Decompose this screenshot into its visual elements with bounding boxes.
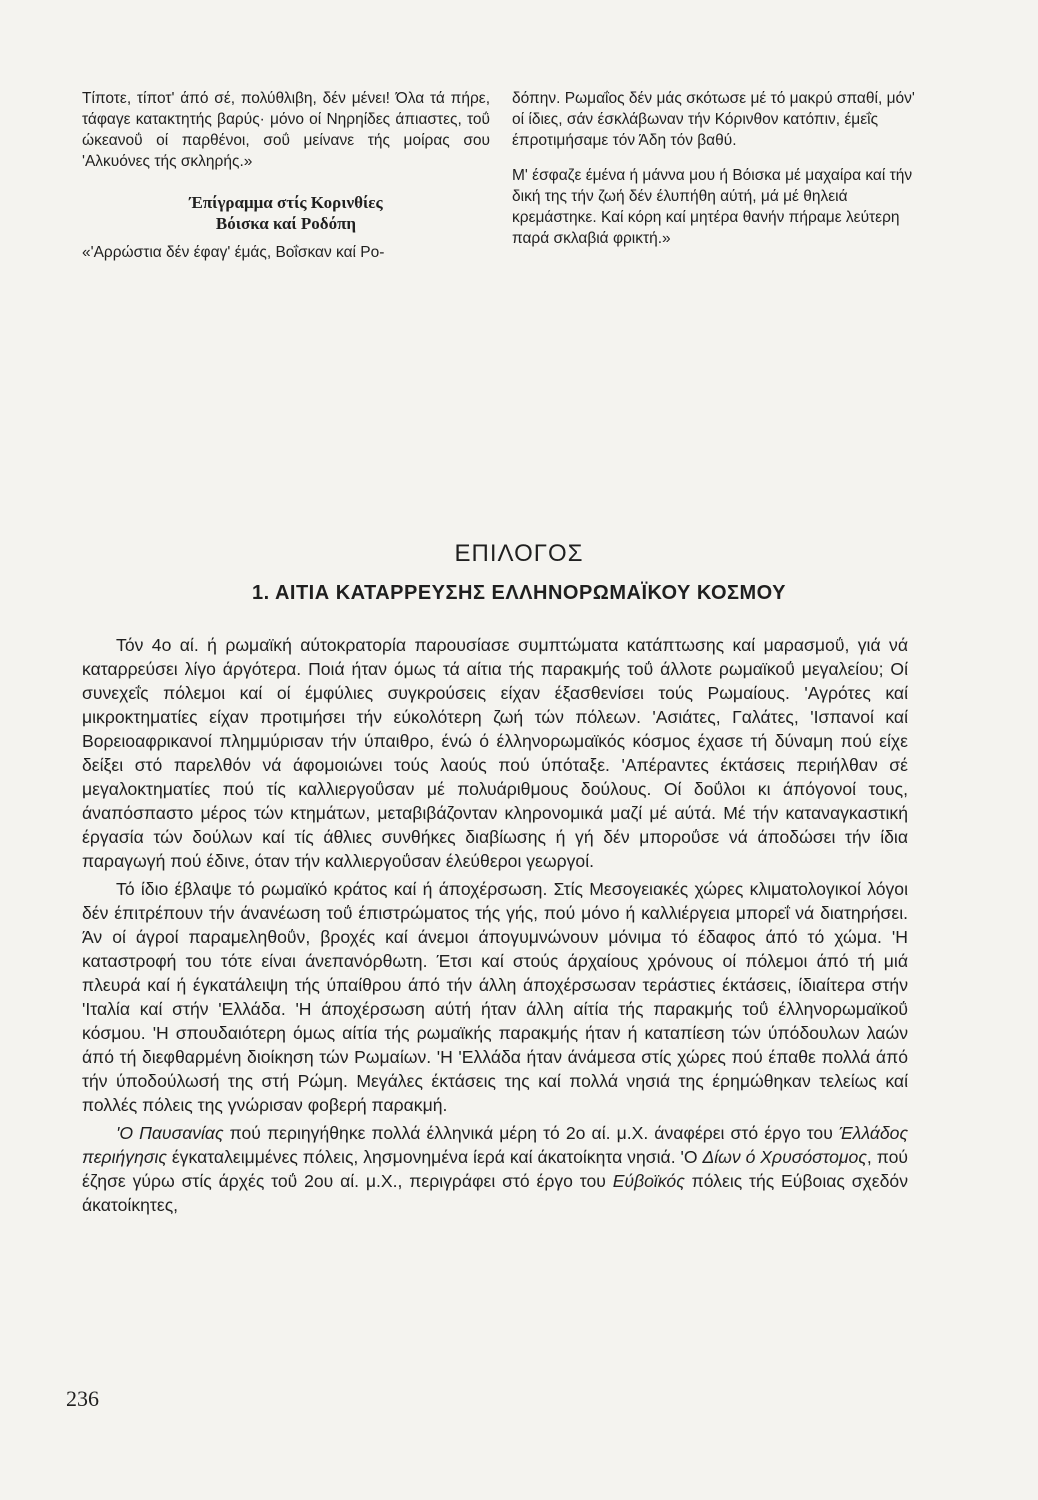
epilogue-body: [82, 633, 908, 1217]
paragraph-3: [82, 1121, 908, 1217]
section-heading: 1. ΑΙΤΙΑ ΚΑΤΑΡΡΕΥΣΗΣ ΕΛΛΗΝΟΡΩΜΑΪΚΟΥ ΚΟΣΜΟΥ: [251, 582, 787, 604]
epigram-stanza-1: δόπην. Ρωμαΐος δέν μάς σκότωσε μέ τό μακρύ σπαθί, μόν' οί ίδιες, σάν έσκλάβωναν τήν Κόρινθον κατόπιν, έμεΐς έπροτιμήσαμε τόν Άδη τόν βαθύ.: [512, 90, 915, 149]
dion-name: Δίων ό Χρυσόστομος: [702, 1147, 867, 1167]
epigram-stanza-2: Μ' έσφαζε έμένα ή μάννα μου ή Βόισκα μέ μαχαίρα καί τήν δική της τήν ζωή δέν έλυπήθη αύτή, μά μέ θηλειά κρεμάστηκε. Καί κόρη καί μητέρα θανήν πήραμε λεύτερη παρά σκλαβιά φρικτή.»: [512, 167, 913, 247]
paragraph-3-part-h: πόλεις τής Εύβοιας σχεδόν άκατοίκητες,: [82, 1171, 909, 1215]
epigram-title-line-1: Έπίγραμμα στίς Κορινθίες: [189, 193, 383, 212]
right-poem-column: [512, 88, 922, 249]
pausanias-name: 'Ο Παυσανίας: [116, 1123, 224, 1143]
epilogue-heading: ΕΠΙΛΟΓΟΣ: [454, 540, 584, 567]
epigram-title: [82, 192, 490, 234]
paragraph-3-part-f: , πού έζησε γύρω στίς άρχές τοΰ 2ου αί. μ.Χ., περιγράφει στό έργο του: [82, 1147, 908, 1191]
paragraph-1: Τόν 4ο αί. ή ρωμαϊκή αύτοκρατορία παρουσίασε συμπτώματα κατάπτωσης καί μαρασμοΰ, γιά νά καταρρεύσει λίγο άργότερα. Ποιά ήταν όμως τά αίτια τής παρακμής τοΰ άλλοτε ρωμαϊκοΰ μεγαλείου; Οί συνεχεΐς πόλεμοι καί οί έμφύλιες συγκρούσεις είχαν έξασθενίσει τούς Ρωμαίους. 'Αγρότες καί μικροκτηματίες είχαν προτιμήσει τήν εύκολότερη ζωή τών πόλεων. 'Ασιάτες, Γαλάτες, 'Ισπανοί καί Βορειοαφρικανοί πλημμύρισαν τήν ύπαιθρο, ένώ ό έλληνορωμαϊκός κόσμος έχασε τή δύναμη πού είχε δείξει στό παρελθόν νά άφομοιώνει τούς λαούς πού ύπόταξε. 'Απέραντες έκτάσεις περιήλθαν σέ μεγαλοκτηματίες πού τίς καλλιεργοΰσαν μέ πολυάριθμους δούλους. Οί δοΰλοι κι άπόγονοί τους, άναπόσπαστο μέρος τών κτημάτων, μεταβιβάζονταν κληρονομικά μαζί μέ αύτά. Μέ τήν καταναγκαστική έργασία τών δούλων καί τίς άθλιες συνθήκες διαβίωσης ή γή δέν μποροΰσε νά άποδώσει τήν ίδια παραγωγή πού έδινε, όταν τήν καλλιεργοΰσαν έλεύθεροι γεωργοί.: [82, 635, 908, 871]
work-title-euboicus: Εύβοϊκός: [612, 1171, 685, 1191]
work-title-periegesis: Έλλάδος περιήγησις: [82, 1123, 909, 1167]
page-number: 236: [66, 1386, 99, 1411]
epigram-start: «'Αρρώστια δέν έφαγ' έμάς, Βοΐσκαν καί Ρο-: [82, 244, 385, 261]
epigram-title-line-2: Βόισκα καί Ροδόπη: [215, 214, 357, 233]
paragraph-3-part-b: πού περιηγήθηκε πολλά έλληνικά μέρη τό 2ο αί. μ.Χ. άναφέρει στό έργο του: [223, 1123, 839, 1143]
verse-text: Τίποτε, τίποτ' άπό σέ, πολύθλιβη, δέν μένει! Όλα τά πήρε, τάφαγε κατακτητής βαρύς· μόνο οί Νηρηίδες άπιαστες, τοΰ ώκεανοΰ οί παρθένοι, σοΰ μείνανε τής μοίρας σου 'Αλκυόνες τής σκληρής.»: [82, 90, 490, 170]
paragraph-2: Τό ίδιο έβλαψε τό ρωμαϊκό κράτος καί ή άποχέρσωση. Στίς Μεσογειακές χώρες κλιματολογικοί λόγοι δέν έπιτρέπουν τήν άνανέωση τοΰ έπιστρώματος τής γής, πού μόνο ή καλλιέργεια μπορεΐ νά διατηρήσει. Άν οί άγροί παραμεληθοΰν, βροχές καί άνεμοι άπογυμνώνουν μόνιμα τό έδαφος άπό τό χώμα. 'Η καταστροφή του τότε είναι άνεπανόρθωτη. Έτσι καί στούς άρχαίους χρόνους οί πόλεμοι άπό τή μιά πλευρά καί ή έγκατάλειψη τής ύπαίθρου άπό τήν άλλη άποχέρσωσαν τεράστιες έκτάσεις, ίδιαίτερα στήν 'Ιταλία καί στήν 'Ελλάδα. 'Η άποχέρσωση αύτή ήταν άλλη αίτία τής παρακμής τοΰ έλληνορωμαϊκοΰ κόσμου. 'Η σπουδαιότερη όμως αίτία τής ρωμαϊκής παρακμής ήταν ή καταπίεση τών ύπόδουλων λαών άπό τή διεφθαρμένη διοίκηση τών Ρωμαίων. 'Η 'Ελλάδα ήταν άνάμεσα στίς χώρες πού έπαθε πολλά άπό τήν ύποδούλωσή της στή Ρώμη. Μεγάλες έκτάσεις της καί πολλά νησιά της έρημώθηκαν τελείως καί πολλές πόλεις της γνώρισαν φοβερή παρακμή.: [82, 879, 908, 1115]
paragraph-3-part-d: έγκαταλειμμένες πόλεις, λησμονημένα ίερά καί άκατοίκητα νησιά. 'Ο: [166, 1147, 703, 1167]
left-poem-column: [82, 88, 490, 263]
